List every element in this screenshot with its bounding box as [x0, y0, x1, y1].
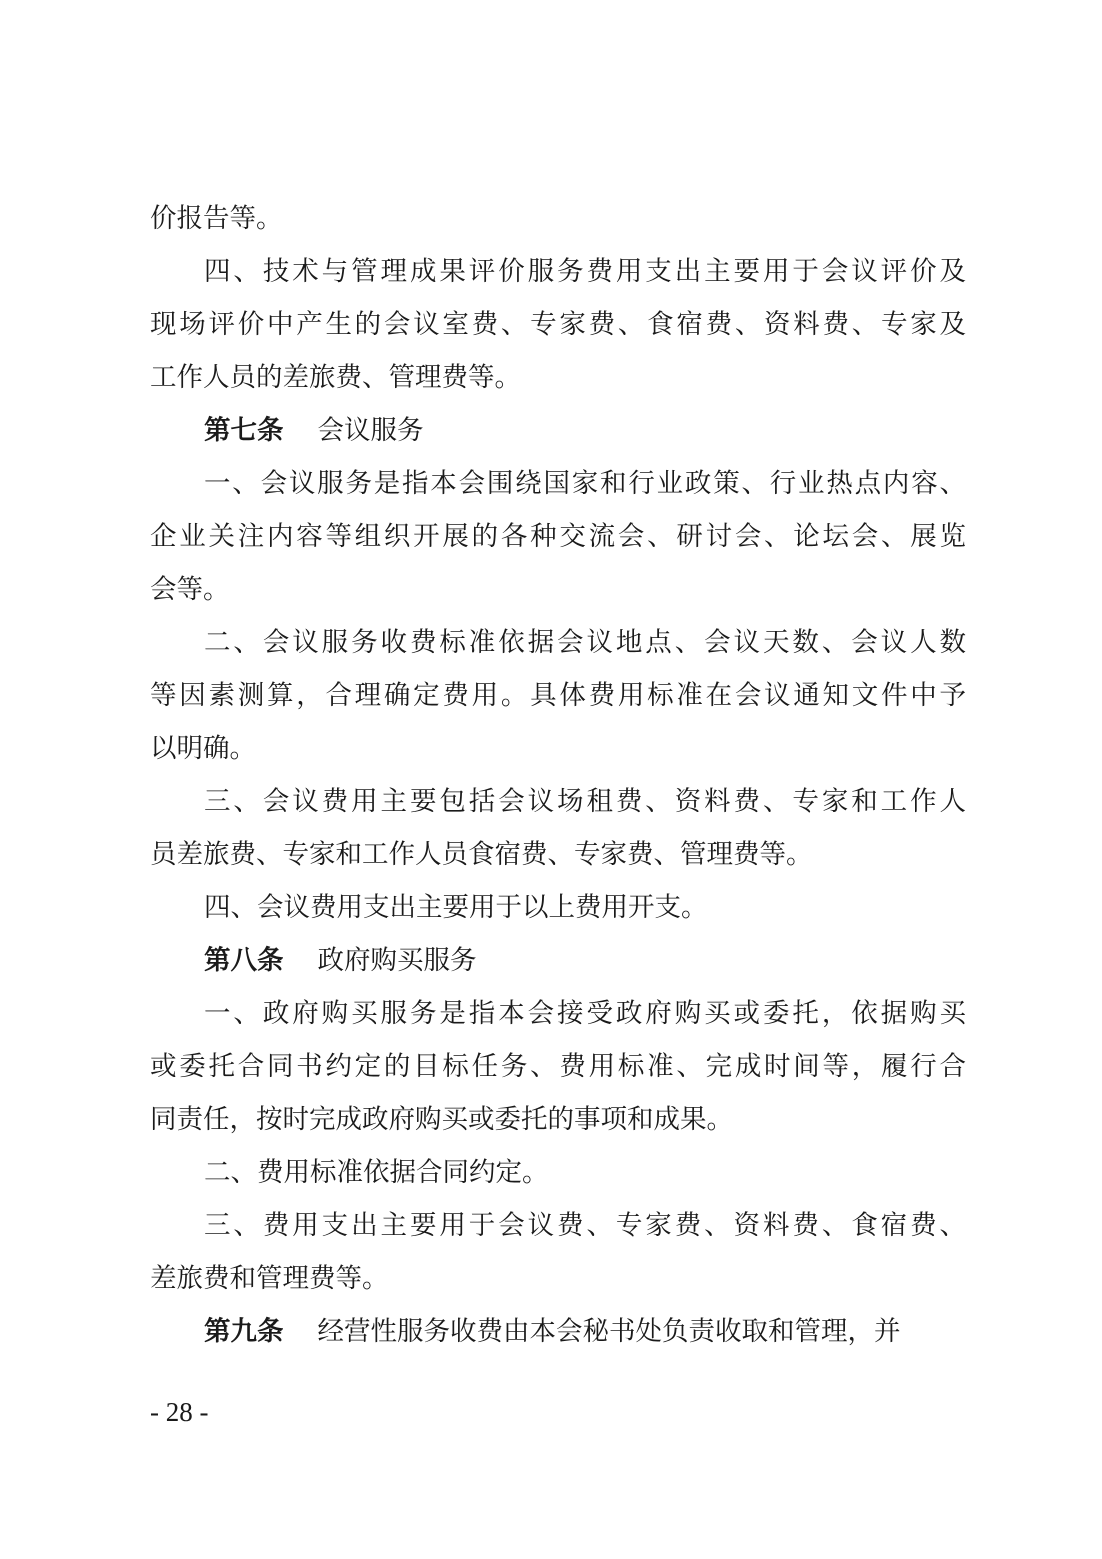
paragraph-line: 员差旅费、专家和工作人员食宿费、专家费、管理费等。 [150, 839, 813, 870]
article-9-heading [150, 1305, 966, 1358]
article-7-heading [150, 404, 966, 457]
paragraph-line: 一、会议服务是指本会围绕国家和行业政策、行业热点内容、 [204, 468, 966, 499]
paragraph-line: 或委托合同书约定的目标任务、费用标准、完成时间等，履行合 [150, 1051, 966, 1082]
article-8-label: 第八条 [204, 945, 284, 976]
page-number: - 28 - [150, 1397, 209, 1427]
article-7-title: 会议服务 [317, 415, 424, 446]
paragraph-line: 四、技术与管理成果评价服务费用支出主要用于会议评价及 [204, 256, 966, 287]
paragraph-line: 差旅费和管理费等。 [150, 1263, 389, 1294]
paragraph-line: 二、费用标准依据合同约定。 [204, 1157, 549, 1188]
article-8-title: 政府购买服务 [317, 945, 477, 976]
paragraph-line: 四、会议费用支出主要用于以上费用开支。 [204, 892, 708, 923]
paragraph-line: 企业关注内容等组织开展的各种交流会、研讨会、论坛会、展览 [150, 521, 966, 552]
article-8-heading [150, 934, 966, 987]
document-body [150, 192, 966, 1358]
paragraph-line: 三、费用支出主要用于会议费、专家费、资料费、食宿费、 [204, 1210, 966, 1241]
paragraph-line: 等因素测算，合理确定费用。具体费用标准在会议通知文件中予 [150, 680, 966, 711]
article-9-text: 经营性服务收费由本会秘书处负责收取和管理，并 [317, 1316, 901, 1347]
paragraph-line: 以明确。 [150, 733, 256, 764]
article-7-label: 第七条 [204, 415, 284, 446]
paragraph-line: 价报告等。 [150, 203, 283, 234]
paragraph-line: 二、会议服务收费标准依据会议地点、会议天数、会议人数 [204, 627, 966, 658]
article-9-label: 第九条 [204, 1316, 284, 1347]
paragraph-line: 工作人员的差旅费、管理费等。 [150, 362, 521, 393]
paragraph-line: 现场评价中产生的会议室费、专家费、食宿费、资料费、专家及 [150, 309, 966, 340]
paragraph-line: 一、政府购买服务是指本会接受政府购买或委托，依据购买 [204, 998, 966, 1029]
paragraph-line: 同责任，按时完成政府购买或委托的事项和成果。 [150, 1104, 733, 1135]
paragraph-line: 会等。 [150, 574, 230, 605]
paragraph-line: 三、会议费用主要包括会议场租费、资料费、专家和工作人 [204, 786, 966, 817]
